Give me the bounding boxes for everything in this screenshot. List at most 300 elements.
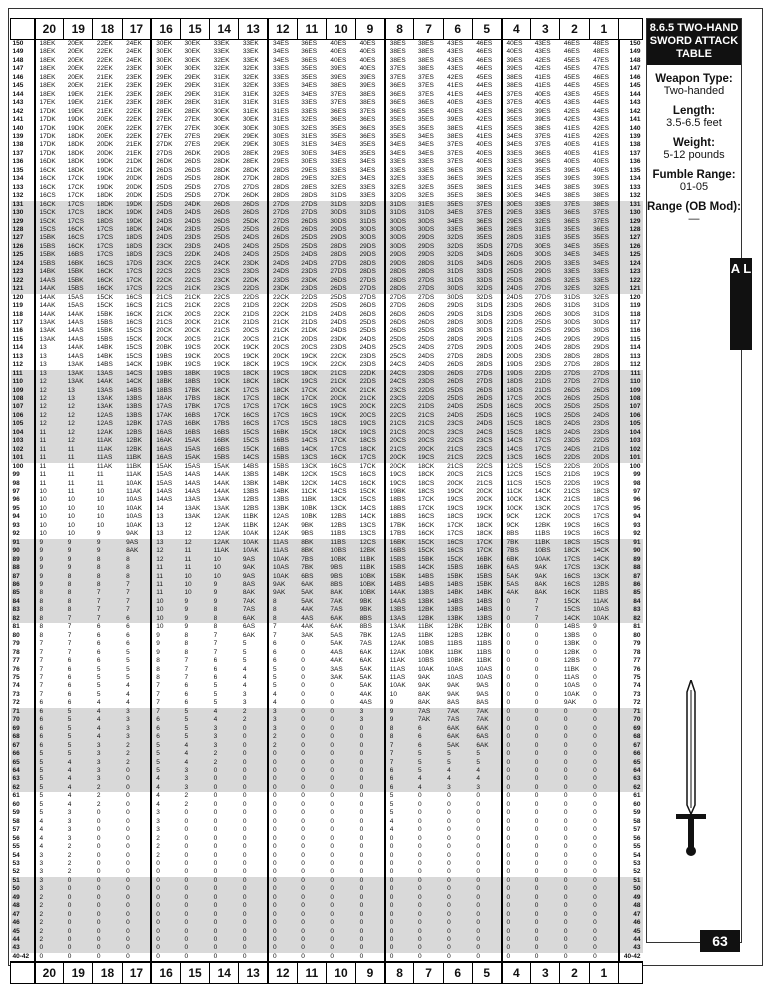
result-cell: 0	[534, 859, 539, 867]
result-cell: 39ES	[593, 175, 609, 183]
result-cell: 13AK	[184, 504, 201, 512]
result-cell: 0	[297, 767, 326, 775]
result-cell: 27EK	[151, 125, 180, 133]
result-cell: 11AK	[210, 547, 239, 555]
result-cell: 12BK	[414, 606, 443, 614]
table-row	[11, 116, 643, 124]
result-cell: 19DK	[122, 218, 151, 226]
result-cell: 32ES	[330, 175, 347, 183]
result-cell: 0	[502, 936, 531, 944]
result-cell: 7AS	[359, 640, 372, 648]
table-row	[11, 311, 643, 319]
result-cell: 23DS	[534, 352, 551, 360]
result-cell: 37ES	[534, 141, 551, 149]
result-cell: 30EK	[184, 40, 201, 47]
result-cell: 5	[414, 750, 443, 758]
result-cell: 28DS	[476, 361, 493, 369]
result-cell: 29EK	[184, 82, 201, 90]
result-cell: 4	[64, 767, 93, 775]
result-cell: 18CK	[210, 387, 239, 395]
result-cell: 24DS	[330, 310, 347, 318]
result-cell: 0	[593, 851, 597, 859]
result-cell: 33ES	[560, 260, 589, 268]
result-cell: 24DS	[560, 446, 589, 454]
result-cell: 11	[64, 454, 93, 462]
result-cell: 0	[268, 953, 297, 962]
result-cell: 5AK	[359, 673, 372, 681]
row-number: 120	[619, 294, 643, 302]
result-cell: 0	[502, 606, 531, 614]
result-cell: 27EK	[151, 116, 180, 124]
result-cell: 8	[35, 632, 64, 640]
result-cell: 15CK	[359, 488, 376, 496]
result-cell: 28DS	[593, 352, 610, 360]
result-cell: 0	[301, 640, 305, 648]
result-cell: 0	[414, 902, 443, 910]
row-number: 52	[12, 868, 20, 876]
result-cell: 0	[589, 936, 618, 944]
result-cell: 3	[93, 767, 122, 775]
result-cell: 32DS	[356, 201, 385, 209]
result-cell: 4	[242, 665, 247, 673]
result-cell: 0	[563, 826, 568, 834]
result-cell: 0	[502, 809, 531, 817]
result-cell: 16CK	[64, 243, 93, 251]
result-cell: 13BS	[563, 631, 580, 639]
result-cell: 30DS	[447, 293, 464, 301]
result-cell: 21DK	[126, 158, 143, 166]
result-cell: 22CK	[268, 311, 297, 319]
row-number: 46	[619, 919, 643, 927]
result-cell: 34ES	[268, 57, 297, 65]
result-cell: 0	[268, 894, 297, 902]
result-cell: 0	[593, 868, 597, 876]
result-cell: 39ES	[502, 57, 531, 65]
result-cell: 0	[242, 809, 247, 817]
result-cell: 0	[385, 843, 414, 851]
result-cell: 0	[502, 682, 531, 690]
result-cell: 0	[213, 868, 218, 876]
table-row	[11, 868, 643, 876]
result-cell: 0	[589, 708, 618, 716]
result-cell: 6	[184, 699, 189, 707]
result-cell: 43ES	[534, 48, 551, 56]
result-cell: 6AK	[239, 615, 268, 623]
result-cell: 0	[385, 868, 414, 876]
result-cell: 0	[593, 640, 597, 648]
result-cell: 12CK	[301, 471, 318, 479]
result-cell: 0	[268, 919, 297, 927]
result-cell: 25DS	[534, 327, 551, 335]
result-cell: 46ES	[476, 56, 493, 64]
result-cell: 10AK	[239, 539, 268, 547]
result-cell: 8	[184, 631, 189, 639]
result-cell: 29DS	[447, 302, 464, 310]
result-cell: 25DS	[589, 403, 618, 411]
result-cell: 9	[93, 547, 122, 555]
result-cell: 5	[385, 809, 414, 817]
result-cell: 0	[502, 919, 531, 927]
result-cell: 20EK	[67, 65, 84, 73]
row-number: 144	[619, 91, 643, 99]
table-row	[11, 48, 643, 56]
result-cell: 33ES	[589, 277, 618, 285]
result-cell: 0	[593, 800, 597, 808]
table-row	[11, 691, 643, 699]
table-row	[11, 750, 643, 758]
result-cell: 18CS	[417, 488, 435, 496]
result-cell: 11AK	[96, 462, 113, 470]
result-cell: 25DS	[472, 412, 501, 420]
result-cell: 0	[563, 800, 568, 808]
result-cell: 40ES	[502, 48, 531, 56]
result-cell: 0	[126, 851, 130, 859]
result-cell: 8BS	[502, 530, 531, 538]
row-number: 73	[12, 690, 20, 698]
result-cell: 0	[560, 894, 589, 902]
row-number: 150	[12, 40, 24, 47]
result-cell: 0	[385, 953, 414, 962]
result-cell: 18DS	[122, 234, 151, 242]
result-cell: 2	[67, 851, 72, 859]
result-cell: 9	[151, 649, 180, 657]
result-cell: 5	[64, 725, 93, 733]
result-cell: 39ES	[534, 116, 551, 124]
result-cell: 8	[35, 606, 64, 614]
result-cell: 16BK	[472, 564, 501, 572]
result-cell: 6AK	[326, 615, 355, 623]
result-cell: 22CS	[476, 462, 493, 470]
row-number: 66	[619, 750, 643, 758]
result-cell: 13CS	[297, 454, 326, 462]
result-cell: 34ES	[589, 260, 618, 268]
result-cell: 0	[268, 860, 297, 868]
result-cell: 6	[35, 733, 64, 741]
result-cell: 31DS	[443, 260, 472, 268]
result-cell: 8BS	[359, 623, 372, 631]
header-col-3: 3	[531, 19, 560, 40]
result-cell: 26DK	[184, 149, 201, 157]
row-number: 91	[11, 539, 35, 547]
result-cell: 16BS	[180, 412, 209, 420]
result-cell: 28DS	[385, 268, 414, 276]
table-row	[11, 454, 643, 462]
result-cell: 14AK	[385, 589, 414, 597]
table-row	[11, 682, 643, 690]
result-cell: 18DK	[67, 132, 84, 140]
result-cell: 6	[96, 648, 101, 656]
result-cell: 6AK	[443, 733, 472, 741]
result-cell: 6AS	[242, 623, 256, 631]
table-row	[11, 82, 643, 90]
result-cell: 3	[67, 834, 72, 842]
result-cell: 0	[122, 894, 151, 902]
result-cell: 0	[593, 699, 597, 707]
result-cell: 19BS	[151, 353, 180, 361]
result-cell: 13BK	[443, 615, 472, 623]
row-number: 64	[619, 767, 643, 775]
result-cell: 9AS	[476, 690, 489, 698]
result-cell: 33ES	[417, 166, 434, 174]
result-cell: 9AK	[268, 581, 297, 589]
result-cell: 15BK	[96, 327, 113, 335]
result-cell: 29EK	[213, 141, 230, 149]
row-number: 145	[12, 82, 24, 90]
result-cell: 0	[356, 750, 385, 758]
result-cell: 15CK	[414, 547, 443, 555]
result-cell: 12CS	[502, 463, 531, 471]
result-cell: 5	[414, 767, 443, 775]
result-cell: 6	[126, 640, 130, 648]
result-cell: 7	[151, 708, 180, 716]
result-cell: 28DS	[268, 192, 297, 200]
table-row	[11, 344, 643, 352]
result-cell: 12	[35, 403, 64, 411]
result-cell: 18EK	[35, 48, 64, 56]
result-cell: 0	[472, 953, 501, 962]
result-cell: 38ES	[563, 192, 580, 200]
result-cell: 20CS	[242, 327, 260, 335]
result-cell: 18CK	[417, 471, 435, 479]
row-number: 57	[12, 826, 20, 834]
result-cell: 3AK	[301, 631, 314, 639]
result-cell: 24DS	[443, 403, 472, 411]
result-cell: 15CS	[502, 429, 531, 437]
result-cell: 16BS	[210, 429, 239, 437]
result-cell: 0	[242, 843, 247, 851]
result-cell: 5	[268, 674, 297, 682]
result-cell: 27DS	[326, 260, 355, 268]
table-row	[11, 158, 643, 166]
result-cell: 0	[593, 673, 597, 681]
result-cell: 35ES	[417, 124, 434, 132]
table-row	[11, 268, 643, 276]
result-cell: 6	[414, 742, 443, 750]
result-cell: 31DS	[593, 310, 610, 318]
result-cell: 19CS	[356, 420, 385, 428]
result-cell: 26DS	[359, 302, 376, 310]
result-cell: 25DS	[297, 243, 326, 251]
result-cell: 0	[502, 615, 531, 623]
row-number: 49	[11, 894, 35, 902]
result-cell: 13BS	[443, 606, 472, 614]
result-cell: 9	[180, 598, 209, 606]
result-cell: 14AS	[184, 488, 201, 496]
result-cell: 34ES	[359, 158, 376, 166]
result-cell: 24DS	[239, 251, 268, 259]
result-cell: 23DS	[414, 370, 443, 378]
result-cell: 17DK	[35, 150, 64, 158]
result-cell: 0	[476, 868, 480, 876]
result-cell: 7	[122, 606, 151, 614]
result-cell: 0	[534, 834, 539, 842]
result-cell: 38ES	[589, 201, 618, 209]
result-cell: 17DK	[35, 125, 64, 133]
result-cell: 12	[35, 420, 64, 428]
result-cell: 36ES	[447, 166, 464, 174]
result-cell: 0	[96, 826, 101, 834]
result-cell: 15CS	[330, 471, 347, 479]
result-cell: 0	[593, 843, 597, 851]
result-cell: 0	[326, 911, 355, 919]
row-number: 87	[619, 573, 643, 581]
result-cell: 15BK	[414, 556, 443, 564]
result-cell: 19DK	[122, 209, 151, 217]
result-cell: 30DS	[531, 251, 560, 259]
row-number: 83	[619, 606, 643, 614]
row-number: 107	[11, 403, 35, 411]
result-cell: 15CS	[359, 496, 376, 504]
result-cell: 0	[242, 826, 247, 834]
row-number: 84	[11, 598, 35, 606]
result-cell: 0	[563, 859, 568, 867]
result-cell: 21CS	[414, 420, 443, 428]
row-number: 59	[619, 809, 643, 817]
result-cell: 19CS	[210, 370, 239, 378]
result-cell: 10AK	[531, 556, 560, 564]
result-cell: 29ES	[502, 209, 531, 217]
table-row	[11, 615, 643, 623]
result-cell: 0	[417, 859, 422, 867]
result-cell: 0	[502, 649, 531, 657]
result-cell: 4	[93, 725, 122, 733]
result-cell: 11BS	[476, 648, 492, 656]
result-cell: 42ES	[534, 56, 551, 64]
result-cell: 18BS	[151, 387, 180, 395]
row-number: 79	[619, 640, 643, 648]
result-cell: 0	[326, 936, 355, 944]
table-row	[11, 496, 643, 504]
result-cell: 0	[359, 834, 364, 842]
result-cell: 19CK	[301, 361, 318, 369]
result-cell: 7AS	[326, 606, 355, 614]
length	[647, 105, 741, 129]
result-cell: 28EK	[151, 99, 180, 107]
result-cell: 5AK	[359, 682, 372, 690]
result-cell: 31DS	[443, 268, 472, 276]
result-cell: 6	[414, 733, 443, 741]
result-cell: 11	[35, 454, 64, 462]
result-cell: 37ES	[447, 158, 464, 166]
result-cell: 8	[151, 657, 180, 665]
row-number: 71	[11, 708, 35, 716]
result-cell: 19CK	[242, 352, 260, 360]
result-cell: 0	[297, 725, 326, 733]
result-cell: 0	[297, 759, 326, 767]
result-cell: 11AS	[385, 666, 414, 674]
result-cell: 10AS	[476, 673, 493, 681]
result-cell: 17CS	[122, 268, 151, 276]
row-number: 128	[11, 226, 35, 234]
row-number: 94	[619, 513, 643, 521]
result-cell: 25DS	[472, 403, 501, 411]
result-cell: 30DS	[414, 218, 443, 226]
result-cell: 23EK	[126, 99, 142, 107]
result-cell: 6AK	[472, 725, 501, 733]
result-cell: 18EK	[35, 91, 64, 99]
result-cell: 11	[151, 581, 180, 589]
result-cell: 38ES	[502, 82, 531, 90]
result-cell: 0	[385, 919, 414, 927]
result-cell: 17CS	[447, 530, 464, 538]
result-cell: 9BK	[301, 521, 314, 529]
result-cell: 25DS	[151, 184, 180, 192]
result-cell: 23CS	[443, 420, 472, 428]
table-row	[11, 403, 643, 411]
result-cell: 4	[443, 775, 472, 783]
result-cell: 12BK	[476, 631, 493, 639]
result-cell: 0	[301, 834, 305, 842]
result-cell: 24DS	[534, 344, 551, 352]
result-cell: 0	[326, 877, 355, 885]
header-col-13: 13	[239, 19, 268, 40]
result-cell: 6AK	[297, 581, 326, 589]
result-cell: 30ES	[502, 192, 531, 200]
result-cell: 7	[93, 615, 122, 623]
result-cell: 0	[297, 742, 326, 750]
result-cell: 30ES	[268, 133, 297, 141]
result-cell: 31EK	[213, 82, 230, 90]
result-cell: 0	[96, 859, 101, 867]
result-cell: 17DK	[35, 116, 64, 124]
result-cell: 15AS	[184, 462, 201, 470]
result-cell: 5	[64, 708, 93, 716]
result-cell: 17CS	[239, 403, 268, 411]
result-cell: 21CK	[213, 318, 230, 326]
result-cell: 0	[301, 690, 305, 698]
result-cell: 0	[239, 944, 268, 952]
result-cell: 28DS	[356, 260, 385, 268]
result-cell: 0	[122, 885, 151, 893]
result-cell: 25DS	[210, 234, 239, 242]
result-cell: 13AK	[35, 336, 64, 344]
result-cell: 26DS	[297, 226, 326, 234]
result-cell: 27DS	[414, 277, 443, 285]
result-cell: 6	[96, 631, 101, 639]
result-cell: 0	[502, 666, 531, 674]
result-cell: 44ES	[593, 107, 609, 115]
result-cell: 16CS	[330, 462, 347, 470]
result-cell: 0	[301, 699, 305, 707]
row-number: 119	[619, 302, 643, 310]
result-cell: 11BK	[417, 631, 434, 639]
result-cell: 32ES	[385, 184, 414, 192]
result-cell: 38ES	[447, 124, 464, 132]
result-cell: 31ES	[301, 141, 318, 149]
row-number: 96	[12, 496, 20, 504]
result-cell: 11	[35, 446, 64, 454]
result-cell: 12AK	[385, 640, 414, 648]
result-cell: 22DS	[356, 378, 385, 386]
result-cell: 11BK	[356, 556, 385, 564]
result-cell: 0	[297, 750, 326, 758]
result-cell: 0	[326, 919, 355, 927]
result-cell: 0	[502, 775, 531, 783]
result-cell: 23CS	[151, 251, 180, 259]
row-number: 121	[619, 285, 643, 293]
result-cell: 27DS	[297, 201, 326, 209]
row-number: 134	[619, 175, 643, 183]
result-cell: 0	[502, 801, 531, 809]
result-cell: 9	[180, 606, 209, 614]
result-cell: 30DS	[563, 318, 581, 326]
result-cell: 0	[563, 817, 568, 825]
result-cell: 0	[417, 817, 422, 825]
result-cell: 3	[35, 868, 64, 876]
result-cell: 18CK	[93, 209, 122, 217]
result-cell: 6	[385, 775, 414, 783]
result-cell: 23EK	[126, 65, 142, 73]
